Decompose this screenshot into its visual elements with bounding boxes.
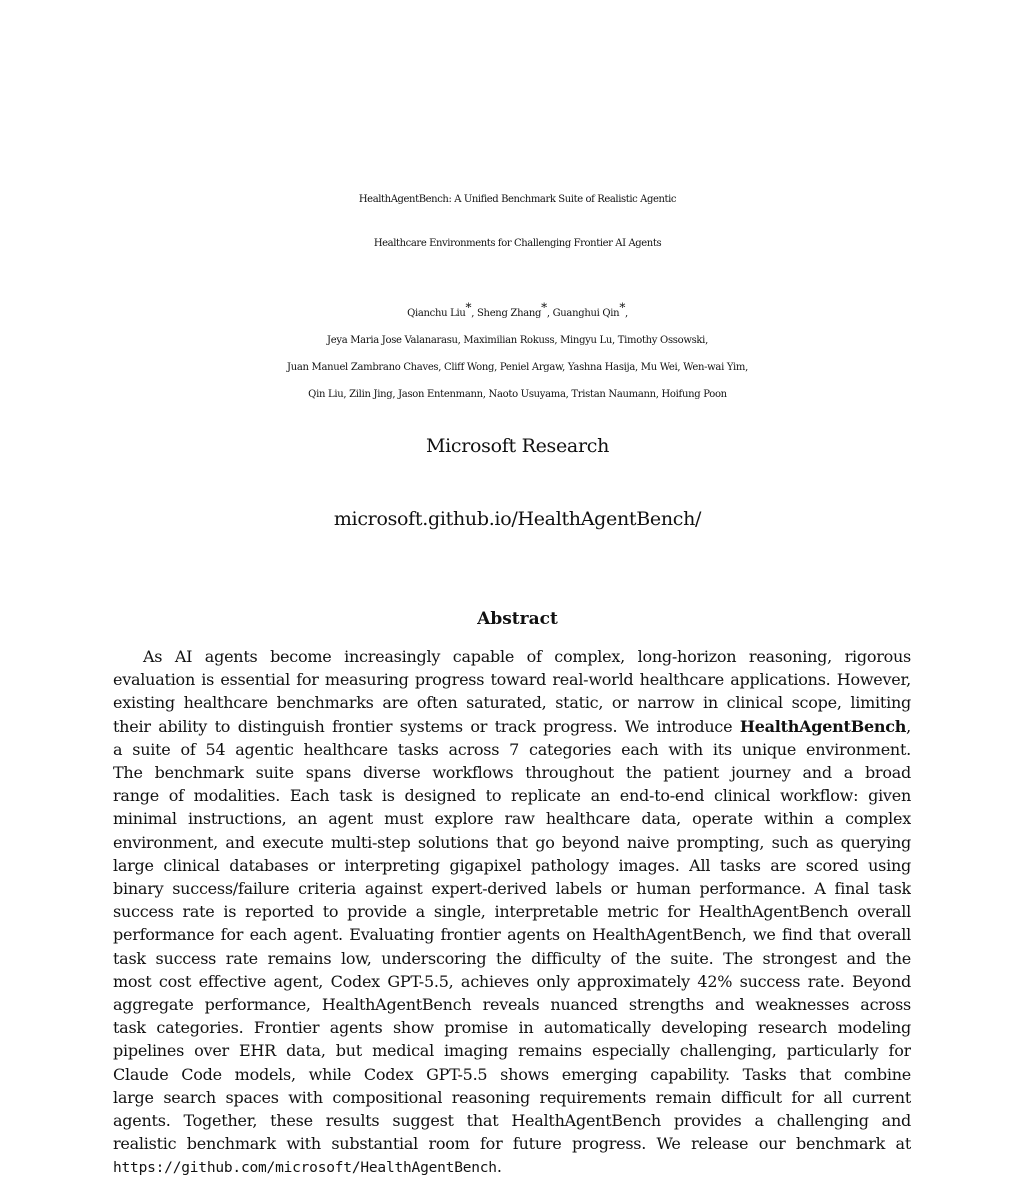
abstract-line: large search spaces with compositional reasoning requirements remain difficult for all current bbox=[113, 1087, 911, 1107]
abstract-line: agents. Together, these results suggest that HealthAgentBench provides a challenging and bbox=[113, 1111, 911, 1131]
abstract-line: binary success/failure criteria against expert-derived labels or human performance. A final task bbox=[113, 879, 911, 899]
abstract-body bbox=[113, 645, 911, 1181]
abstract-line: environment, and execute multi-step solutions that go beyond naive prompting, such as querying bbox=[113, 832, 911, 852]
equal-contribution-mark: * bbox=[541, 300, 547, 315]
abstract-line: performance for each agent. Evaluating frontier agents on HealthAgentBench, we find that overall bbox=[113, 925, 911, 945]
abstract-line: large clinical databases or interpreting gigapixel pathology images. All tasks are scored using bbox=[113, 855, 911, 875]
abstract-line: minimal instructions, an agent must explore raw healthcare data, operate within a complex bbox=[113, 809, 911, 829]
paper-title bbox=[0, 178, 1035, 266]
abstract-line: As AI agents become increasingly capable of complex, long-horizon reasoning, rigorous bbox=[143, 647, 911, 666]
abstract-line: task categories. Frontier agents show promise in automatically developing research modeling bbox=[113, 1018, 911, 1038]
abstract-line bbox=[113, 1155, 911, 1180]
abstract-heading: Abstract bbox=[477, 609, 558, 629]
abstract-line: a suite of 54 agentic healthcare tasks across 7 categories each with its unique environment. bbox=[113, 739, 911, 759]
author-list bbox=[0, 300, 1035, 408]
author-line-2: Jeya Maria Jose Valanarasu, Maximilian Rokuss, Mingyu Lu, Timothy Ossowski, bbox=[327, 335, 708, 346]
abstract-line: Claude Code models, while Codex GPT-5.5 shows emerging capability. Tasks that combine bbox=[113, 1064, 911, 1084]
abstract-line: realistic benchmark with substantial room for future progress. We release our benchmark at bbox=[113, 1134, 911, 1154]
author-name: Guanghui Qin bbox=[552, 308, 620, 319]
abstract-line: existing healthcare benchmarks are often saturated, static, or narrow in clinical scope, limiting bbox=[113, 693, 911, 713]
author-line-3: Juan Manuel Zambrano Chaves, Cliff Wong, Peniel Argaw, Yashna Hasija, Mu Wei, Wen-wai Yim, bbox=[287, 362, 748, 373]
abstract-line-punct: , bbox=[906, 716, 911, 736]
release-url-link[interactable]: https://github.com/microsoft/HealthAgentBench bbox=[113, 1160, 497, 1177]
affiliation: Microsoft Research bbox=[425, 435, 610, 457]
author-line-4: Qin Liu, Zilin Jing, Jason Entenmann, Naoto Usuyama, Tristan Naumann, Hoifung Poon bbox=[308, 389, 727, 400]
author-name: Qianchu Liu bbox=[407, 308, 466, 319]
abstract-line-text: their ability to distinguish frontier systems or track progress. We introduce bbox=[113, 716, 733, 736]
project-url[interactable]: microsoft.github.io/HealthAgentBench/ bbox=[333, 508, 702, 530]
abstract-line-punct: . bbox=[496, 1157, 502, 1177]
author-name: Sheng Zhang bbox=[477, 308, 542, 319]
benchmark-name: HealthAgentBench bbox=[739, 716, 907, 736]
abstract-line: pipelines over EHR data, but medical imaging remains especially challenging, particularly for bbox=[113, 1041, 911, 1061]
abstract-line: aggregate performance, HealthAgentBench reveals nuanced strengths and weaknesses across bbox=[113, 995, 911, 1015]
abstract-line: task success rate remains low, underscoring the difficulty of the suite. The strongest and the bbox=[113, 948, 911, 968]
abstract-line: most cost effective agent, Codex GPT-5.5, achieves only approximately 42% success rate. Beyond bbox=[113, 971, 911, 991]
equal-contribution-mark: * bbox=[465, 300, 472, 315]
title-line-1: HealthAgentBench: A Unified Benchmark Suite of Realistic Agentic bbox=[358, 194, 677, 205]
equal-contribution-mark: * bbox=[619, 300, 626, 315]
title-line-2: Healthcare Environments for Challenging Frontier AI Agents bbox=[373, 238, 662, 249]
author-line-1: Qianchu Liu*, Sheng Zhang*, Guanghui Qin*, bbox=[407, 300, 628, 319]
abstract-line: success rate is reported to provide a single, interpretable metric for HealthAgentBench overall bbox=[113, 902, 911, 922]
abstract-line: evaluation is essential for measuring progress toward real-world healthcare applications. However, bbox=[113, 670, 911, 690]
abstract-line: range of modalities. Each task is designed to replicate an end-to-end clinical workflow: given bbox=[113, 786, 911, 806]
abstract-line bbox=[113, 715, 911, 738]
abstract-line: The benchmark suite spans diverse workflows throughout the patient journey and a broad bbox=[113, 763, 911, 783]
